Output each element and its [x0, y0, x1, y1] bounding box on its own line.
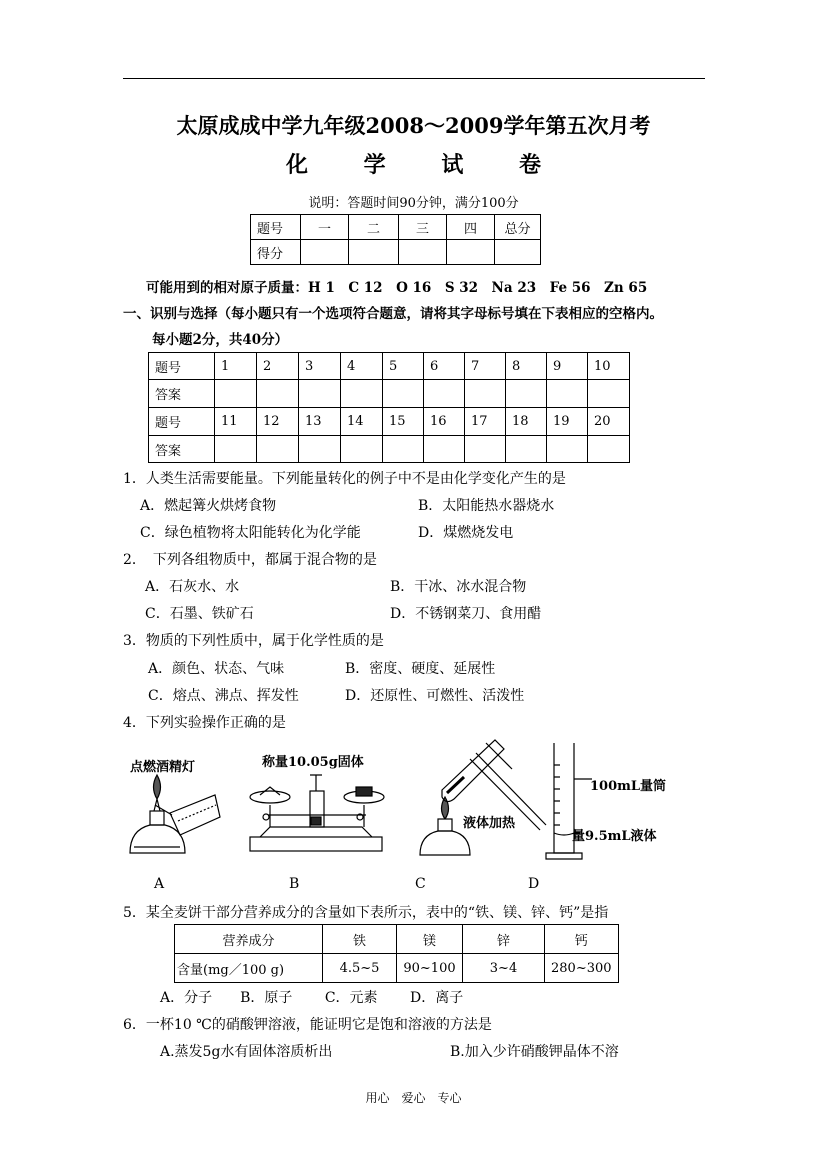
- score-header-cell: 二: [349, 215, 399, 240]
- score-row-label: 得分: [251, 240, 301, 265]
- q4-apparatus-figure: [120, 735, 680, 875]
- tilted-lamp-icon: [155, 795, 220, 835]
- fig-d-label-volume: 量9.5mL液体: [572, 829, 657, 844]
- answer-num: 12: [257, 408, 299, 436]
- answer-num: 7: [465, 353, 506, 380]
- nutrition-header: 锌: [463, 925, 545, 954]
- answer-num-label: 题号: [149, 353, 215, 380]
- q6-stem: 6．一杯10 ℃的硝酸钾溶液，能证明它是饱和溶液的方法是: [123, 1017, 492, 1033]
- answer-num: 10: [588, 353, 630, 380]
- nutrition-value: 3~4: [463, 954, 545, 983]
- answer-cell[interactable]: [465, 380, 506, 408]
- fig-letter-a: A: [154, 876, 165, 892]
- answer-num: 3: [299, 353, 341, 380]
- q1-option-a: A．燃起篝火烘烤食物: [140, 498, 277, 514]
- answer-num: 4: [341, 353, 383, 380]
- answer-num: 17: [465, 408, 506, 436]
- q5-stem: 5．某全麦饼干部分营养成分的含量如下表所示，表中的“铁、镁、锌、钙”是指: [123, 905, 609, 921]
- fig-c-label: 液体加热: [463, 816, 516, 831]
- answer-num: 16: [424, 408, 465, 436]
- fig-letter-b: B: [289, 876, 300, 892]
- q1-option-d: D．煤燃烧发电: [418, 525, 514, 541]
- q6-option-b: B.加入少许硝酸钾晶体不溶: [450, 1044, 619, 1060]
- answer-cell[interactable]: [341, 380, 383, 408]
- answer-cell[interactable]: [299, 380, 341, 408]
- nutrition-header: 铁: [323, 925, 397, 954]
- q3-option-c: C．熔点、沸点、挥发性: [148, 688, 299, 704]
- answer-table: [148, 352, 630, 463]
- answer-ans-label: 答案: [149, 436, 215, 463]
- nutrition-value: 280~300: [545, 954, 619, 983]
- q1-stem: 1．人类生活需要能量。下列能量转化的例子中不是由化学变化产生的是: [123, 471, 566, 487]
- q1-option-b: B．太阳能热水器烧水: [418, 498, 555, 514]
- score-header-cell: 总分: [495, 215, 541, 240]
- answer-cell[interactable]: [299, 436, 341, 463]
- nutrition-row-label: 含量(mg／100 g): [175, 954, 323, 983]
- score-table: [250, 214, 541, 265]
- balance-icon: [250, 775, 384, 851]
- q3-option-a: A．颜色、状态、气味: [148, 661, 285, 677]
- answer-cell[interactable]: [424, 380, 465, 408]
- answer-num-label: 题号: [149, 408, 215, 436]
- answer-num: 11: [215, 408, 257, 436]
- answer-cell[interactable]: [341, 436, 383, 463]
- answer-num: 20: [588, 408, 630, 436]
- answer-num: 9: [547, 353, 588, 380]
- answer-cell[interactable]: [506, 436, 547, 463]
- q6-option-a: A.蒸发5g水有固体溶质析出: [160, 1044, 333, 1060]
- score-cell[interactable]: [495, 240, 541, 265]
- q3-stem: 3．物质的下列性质中，属于化学性质的是: [123, 633, 384, 649]
- fig-a-label: 点燃酒精灯: [130, 760, 196, 775]
- answer-cell[interactable]: [547, 436, 588, 463]
- answer-num: 18: [506, 408, 547, 436]
- atomic-masses: 可能用到的相对原子质量：H 1 C 12 O 16 S 32 Na 23 Fe 56 Zn 65: [146, 280, 648, 296]
- q2-option-a: A．石灰水、水: [145, 579, 240, 595]
- q3-option-d: D．还原性、可燃性、活泼性: [345, 688, 525, 704]
- q2-option-c: C．石墨、铁矿石: [145, 606, 254, 622]
- answer-num: 8: [506, 353, 547, 380]
- graduated-cylinder-icon: [546, 743, 592, 859]
- answer-cell[interactable]: [588, 436, 630, 463]
- score-cell[interactable]: [349, 240, 399, 265]
- q1-option-c: C．绿色植物将太阳能转化为化学能: [140, 525, 361, 541]
- nutrition-header: 营养成分: [175, 925, 323, 954]
- fig-letter-d: D: [528, 876, 540, 892]
- answer-num: 14: [341, 408, 383, 436]
- answer-cell[interactable]: [588, 380, 630, 408]
- fig-letter-c: C: [415, 876, 426, 892]
- score-header-cell: 题号: [251, 215, 301, 240]
- section1-heading-cont: 每小题2分，共40分）: [152, 332, 289, 348]
- answer-cell[interactable]: [506, 380, 547, 408]
- answer-num: 15: [383, 408, 424, 436]
- q2-stem: 2． 下列各组物质中，都属于混合物的是: [123, 552, 377, 568]
- nutrition-header: 镁: [397, 925, 463, 954]
- score-header-cell: 一: [301, 215, 349, 240]
- score-cell[interactable]: [399, 240, 447, 265]
- answer-cell[interactable]: [547, 380, 588, 408]
- exam-title: 太原成成中学九年级2008～2009学年第五次月考: [176, 113, 651, 138]
- alcohol-lamp-icon: [130, 775, 185, 853]
- exam-subtitle: 化 学 试 卷: [286, 152, 565, 178]
- fig-d-label-cylinder: 100mL量筒: [590, 779, 667, 794]
- q2-option-b: B．干冰、冰水混合物: [390, 579, 527, 595]
- answer-cell[interactable]: [424, 436, 465, 463]
- answer-cell[interactable]: [383, 436, 424, 463]
- answer-cell[interactable]: [257, 380, 299, 408]
- score-header-cell: 四: [447, 215, 495, 240]
- fig-b-label: 称量10.05g固体: [262, 755, 364, 770]
- nutrition-table: [174, 924, 619, 983]
- score-cell[interactable]: [301, 240, 349, 265]
- score-header-cell: 三: [399, 215, 447, 240]
- q3-option-b: B．密度、硬度、延展性: [345, 661, 496, 677]
- nutrition-header: 钙: [545, 925, 619, 954]
- section1-heading: 一、识别与选择（每小题只有一个选项符合题意，请将其字母标号填在下表相应的空格内。: [123, 306, 663, 322]
- exam-note: 说明：答题时间90分钟，满分100分: [308, 196, 519, 211]
- answer-num: 1: [215, 353, 257, 380]
- q4-stem: 4．下列实验操作正确的是: [123, 715, 286, 731]
- answer-cell[interactable]: [215, 380, 257, 408]
- answer-num: 2: [257, 353, 299, 380]
- q5-options: A．分子 B．原子 C．元素 D．离子: [160, 990, 464, 1006]
- header-rule: [123, 78, 705, 79]
- test-tube-heating-icon: [420, 740, 546, 855]
- answer-cell[interactable]: [465, 436, 506, 463]
- nutrition-value: 4.5~5: [323, 954, 397, 983]
- q2-option-d: D．不锈钢菜刀、食用醋: [390, 606, 542, 622]
- page-footer: 用心 爱心 专心: [365, 1091, 462, 1105]
- answer-cell[interactable]: [383, 380, 424, 408]
- answer-num: 19: [547, 408, 588, 436]
- answer-ans-label: 答案: [149, 380, 215, 408]
- score-cell[interactable]: [447, 240, 495, 265]
- answer-num: 5: [383, 353, 424, 380]
- answer-cell[interactable]: [257, 436, 299, 463]
- answer-cell[interactable]: [215, 436, 257, 463]
- answer-num: 6: [424, 353, 465, 380]
- answer-num: 13: [299, 408, 341, 436]
- nutrition-value: 90~100: [397, 954, 463, 983]
